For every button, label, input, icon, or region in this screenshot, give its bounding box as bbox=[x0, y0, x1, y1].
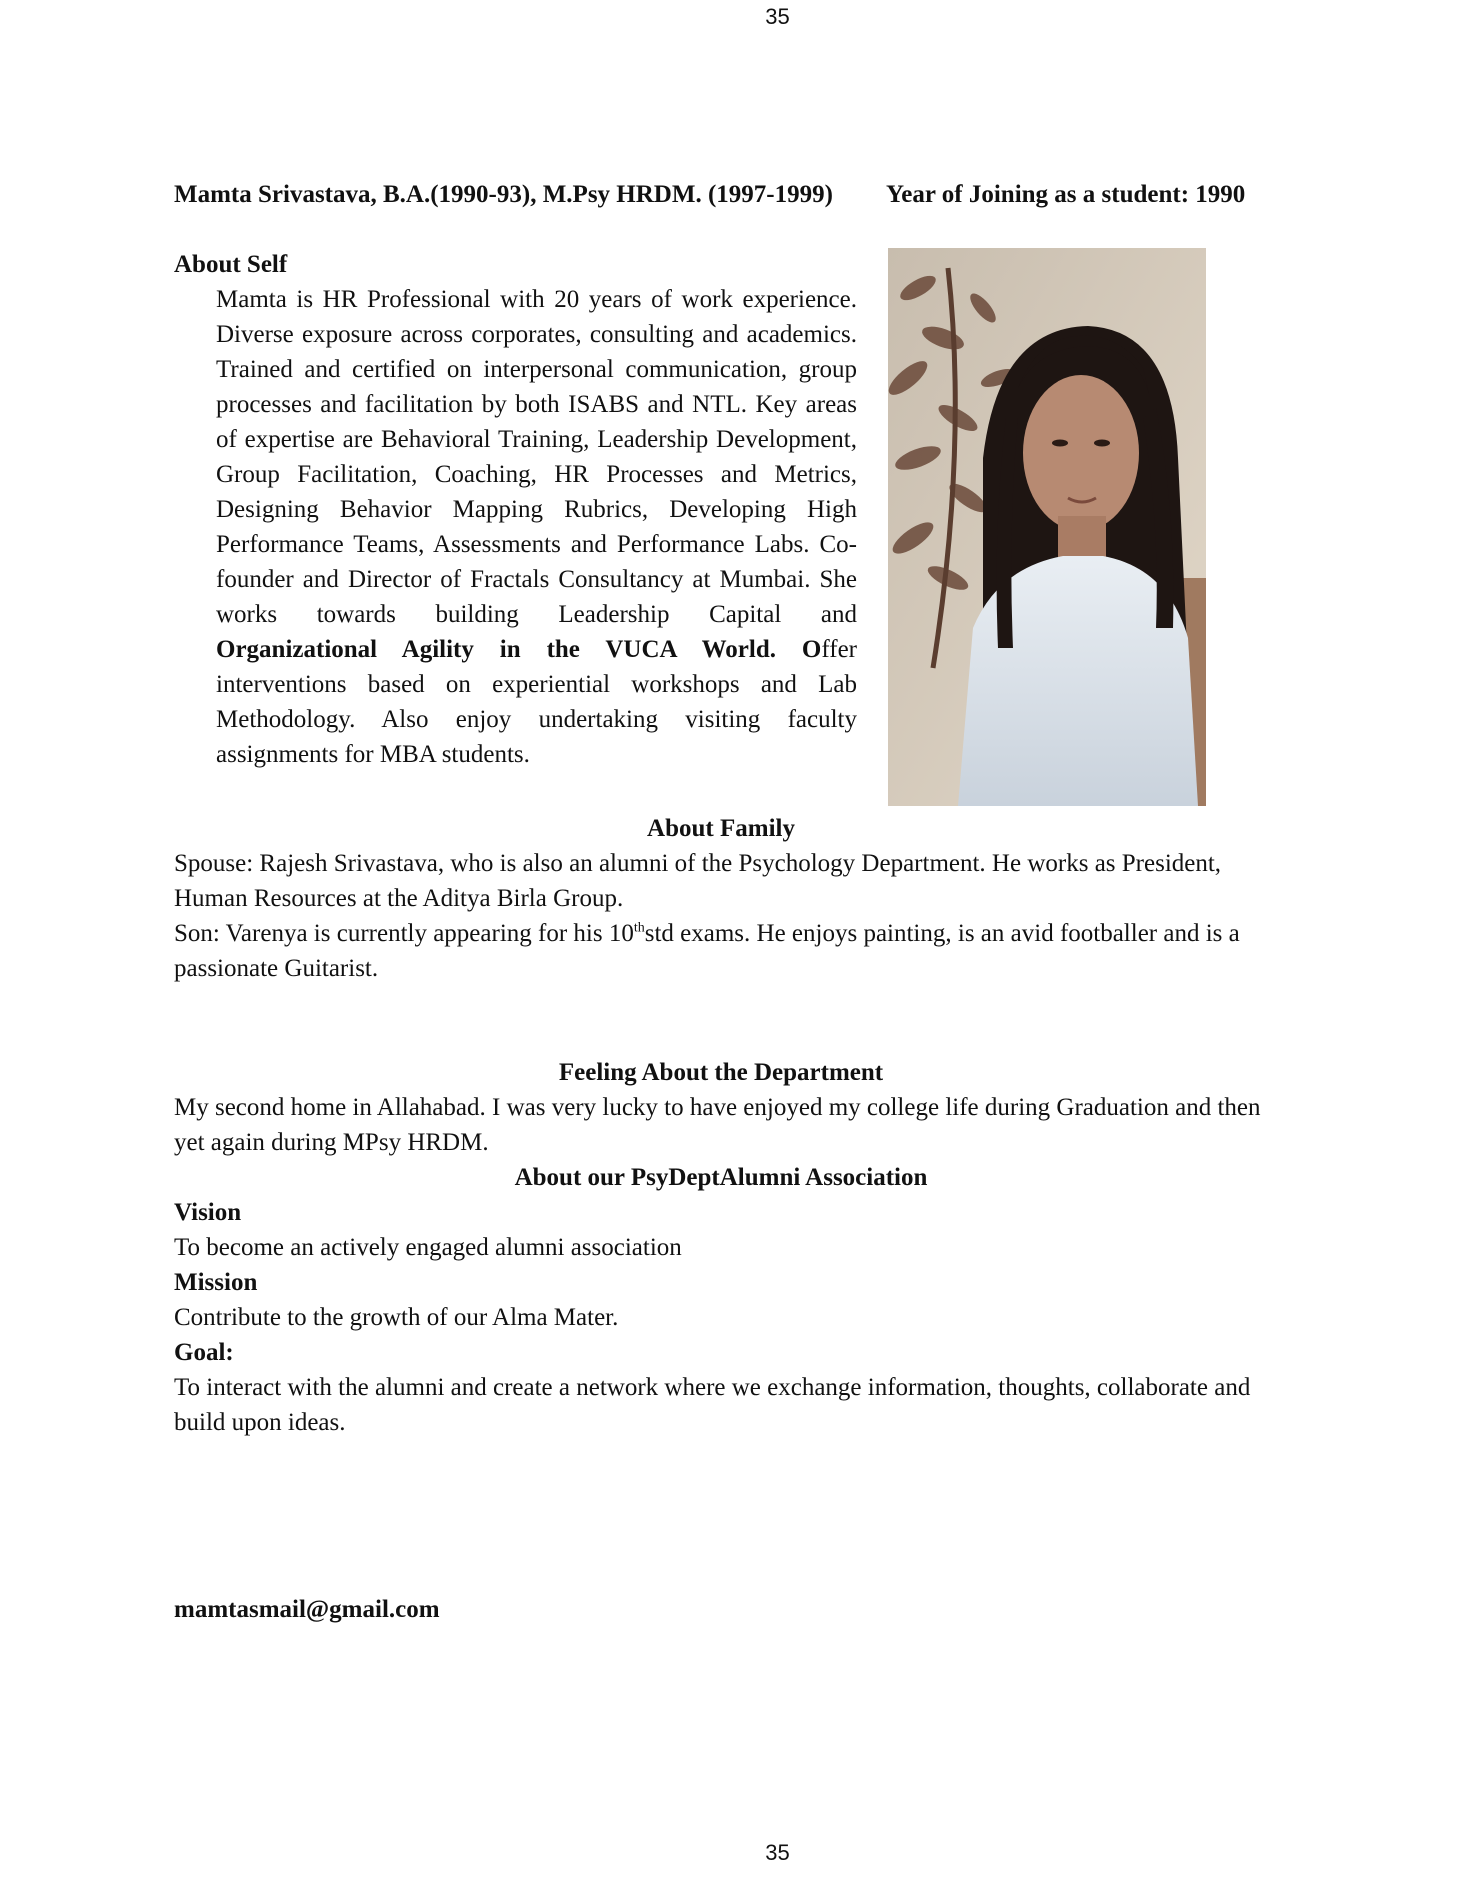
email-address[interactable]: mamtasmail@gmail.com bbox=[174, 1596, 440, 1623]
page-number-bottom: 35 bbox=[765, 1840, 790, 1865]
about-self-paragraph bbox=[216, 282, 857, 772]
son-line bbox=[174, 916, 1274, 986]
feeling-heading: Feeling About the Department bbox=[558, 1059, 884, 1086]
page-number-top: 35 bbox=[765, 4, 790, 29]
spouse-text: Spouse: Rajesh Srivastava, who is also an alumni of the Psychology Department. He works as President, Human Resources at the Aditya Birla Group. bbox=[174, 850, 1222, 912]
about-self-heading: About Self bbox=[174, 251, 288, 278]
goal-label: Goal: bbox=[174, 1339, 234, 1366]
about-family-paragraph bbox=[174, 846, 1274, 986]
son-superscript: th bbox=[633, 920, 645, 936]
goal-text: To interact with the alumni and create a network where we exchange information, thoughts, collaborate and build upon ideas. bbox=[174, 1374, 1251, 1436]
son-text-suffix: std exams. He enjoys painting, is an avid footballer and is a passionate Guitarist. bbox=[174, 920, 1240, 982]
association-heading: About our PsyDeptAlumni Association bbox=[514, 1164, 928, 1191]
about-family-heading: About Family bbox=[647, 815, 795, 842]
portrait-photo bbox=[888, 248, 1206, 806]
vision-label: Vision bbox=[174, 1199, 242, 1226]
about-self-text-1: Mamta is HR Professional with 20 years of work experience. Diverse exposure across corporates, consulting and academics. Trained and certified on interpersonal communication, group processes and facilitation by both ISABS and NTL. Key areas of expertise are Behavioral Training, Leadership Development, Group Facilitation, Coaching, HR Processes and Metrics, Designing Behavior Mapping Rubrics, Developing High Performance Teams, Assessments and Performance Labs. Co-founder and Director of Fractals Consultancy at Mumbai. She works towards building Leadership Capital and bbox=[216, 286, 857, 628]
son-text-prefix: Son: Varenya is currently appearing for his 10 bbox=[174, 920, 634, 947]
about-self-text-2: ffer interventions based on experiential workshops and Lab Methodology. Also enjoy undertaking visiting faculty assignments for MBA students. bbox=[216, 636, 857, 768]
mission-label: Mission bbox=[174, 1269, 258, 1296]
profile-name-line: Mamta Srivastava, B.A.(1990-93), M.Psy HRDM. (1997-1999) bbox=[174, 181, 833, 208]
year-of-joining: Year of Joining as a student: 1990 bbox=[886, 181, 1246, 208]
mission-text: Contribute to the growth of our Alma Mater. bbox=[174, 1304, 619, 1331]
feeling-text: My second home in Allahabad. I was very lucky to have enjoyed my college life during Graduation and then yet again during MPsy HRDM. bbox=[174, 1094, 1261, 1156]
association-block bbox=[174, 1195, 1294, 1440]
about-self-bold-text: Organizational Agility in the VUCA World. O bbox=[216, 636, 822, 663]
vision-text: To become an actively engaged alumni association bbox=[174, 1234, 682, 1261]
